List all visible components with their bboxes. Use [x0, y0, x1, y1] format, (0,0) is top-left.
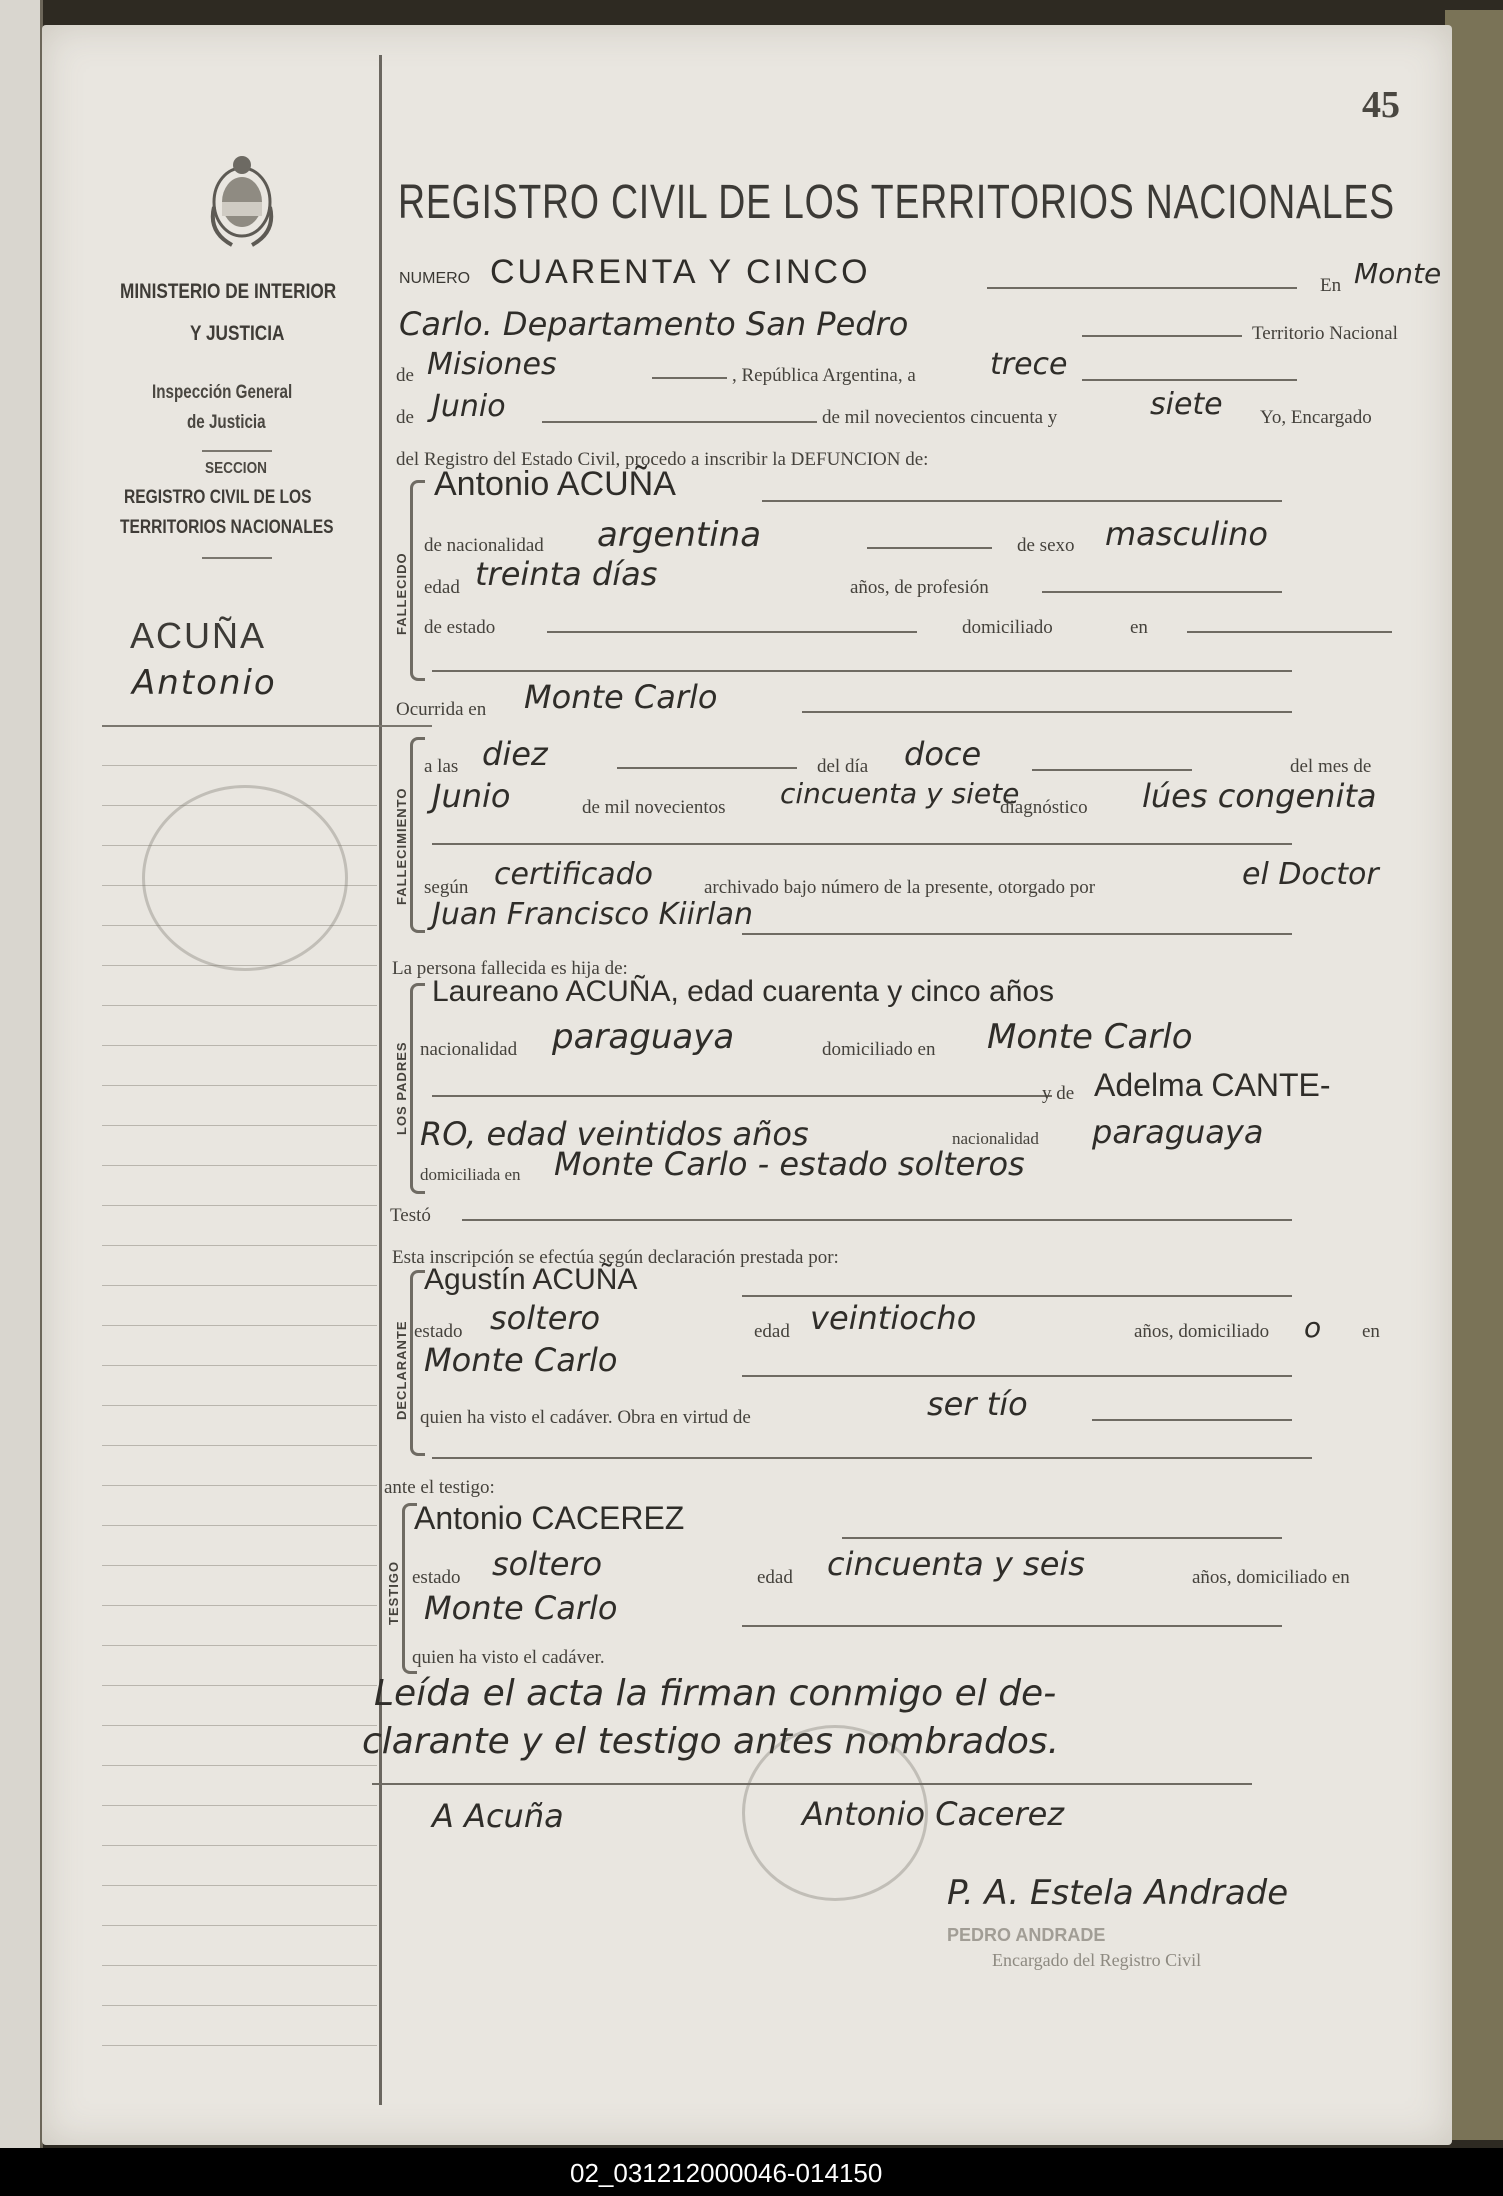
doctor-value: el Doctor: [1242, 857, 1379, 892]
fill-line: [432, 1095, 1052, 1097]
del-mes-label: del mes de: [1290, 756, 1372, 777]
margin-rule: [102, 1845, 377, 1846]
fill-line: [742, 1295, 1292, 1297]
sexo-value: masculino: [1105, 515, 1268, 553]
book-cover-edge: [1445, 10, 1503, 2140]
section-line-2: REGISTRO CIVIL DE LOS: [124, 487, 312, 508]
yo-label: Yo, Encargado: [1260, 407, 1372, 428]
padre-domicilio: Monte Carlo: [987, 1017, 1193, 1057]
section-brace: [410, 737, 425, 933]
fill-line: [652, 377, 727, 379]
margin-rule: [102, 1205, 377, 1206]
nacionalidad-label: nacionalidad: [420, 1039, 518, 1060]
divider: [202, 450, 272, 452]
testigo-estado: soltero: [492, 1545, 603, 1583]
side-label-fallecimiento: FALLECIMIENTO: [394, 787, 409, 905]
anos-domiciliado-label: años, domiciliado: [1134, 1321, 1270, 1342]
signature-declarante: A Acuña: [432, 1797, 564, 1835]
fill-line: [372, 1783, 1252, 1785]
en-label: en: [1362, 1321, 1380, 1342]
fill-line: [762, 500, 1282, 502]
mes-fall-value: Junio: [432, 777, 511, 815]
section-brace: [410, 983, 425, 1194]
margin-rule: [102, 1005, 377, 1006]
segun-label: según: [424, 877, 469, 898]
side-label-testigo: TESTIGO: [386, 1560, 401, 1625]
inscripcion-label: Esta inscripción se efectúa según declaración prestada por:: [392, 1247, 839, 1268]
madre-value-1: Adelma CANTE-: [1094, 1067, 1331, 1103]
fill-line: [987, 287, 1297, 289]
fill-line: [547, 631, 917, 633]
fill-line: [462, 1219, 1292, 1221]
declarante-dom-mark: o: [1304, 1311, 1322, 1344]
section-line-3: TERRITORIOS NACIONALES: [120, 517, 334, 538]
register-page: [42, 25, 1452, 2145]
estado-label: estado: [414, 1321, 463, 1342]
domicilio-label: domiciliado: [962, 617, 1053, 638]
margin-rule: [102, 1285, 377, 1286]
margin-rule: [102, 1805, 377, 1806]
hija-label: La persona fallecida es hija de:: [392, 958, 628, 979]
madre-nacionalidad: paraguaya: [1092, 1113, 1264, 1151]
fill-line: [742, 933, 1292, 935]
testigo-nombre: Antonio CACEREZ: [414, 1500, 685, 1536]
declarante-nombre: Agustín ACUÑA: [424, 1263, 638, 1296]
margin-rule: [102, 1325, 377, 1326]
declarante-edad: veintiocho: [810, 1299, 977, 1337]
fill-line: [432, 1457, 1312, 1459]
coat-of-arms-icon: [202, 147, 282, 257]
nacionalidad-value: argentina: [597, 515, 762, 555]
fill-line: [617, 767, 797, 769]
lugar-value-2: Carlo. Departamento San Pedro: [399, 305, 909, 343]
margin-rule: [102, 2045, 377, 2046]
fill-line: [432, 670, 1292, 672]
fill-line: [542, 421, 817, 423]
margin-rule: [102, 1565, 377, 1566]
margin-rule: [102, 1525, 377, 1526]
fill-line: [432, 843, 1292, 845]
fill-line: [842, 1537, 1282, 1539]
archivado-label: archivado bajo número de la presente, otorgado por: [704, 877, 1096, 898]
anos-label: años, de profesión: [850, 577, 989, 598]
madre-domicilio: Monte Carlo - estado solteros: [554, 1145, 1025, 1183]
domiciliada-label: domiciliada en: [420, 1165, 521, 1184]
declarante-domicilio: Monte Carlo: [424, 1341, 618, 1379]
book-spine-left: [0, 0, 43, 2150]
testo-label: Testó: [390, 1205, 431, 1226]
fill-line: [1042, 591, 1282, 593]
page-number: 45: [1362, 84, 1400, 126]
section-line-1: SECCION: [205, 460, 267, 477]
dia-value: trece: [990, 347, 1068, 382]
fill-line: [867, 547, 992, 549]
page-title: REGISTRO CIVIL DE LOS TERRITORIOS NACIONALES: [398, 176, 1395, 229]
lugar-value-1: Monte: [1354, 257, 1442, 290]
dia-fall-value: doce: [904, 735, 982, 773]
mes-value: Junio: [432, 389, 506, 424]
hora-value: diez: [482, 735, 548, 773]
margin-rule: [102, 1405, 377, 1406]
signature-encargado: P. A. Estela Andrade: [947, 1873, 1289, 1913]
y-de-label: y de: [1042, 1083, 1075, 1104]
en-label: en: [1130, 617, 1148, 638]
madre-value-2: RO, edad veintidos años: [420, 1115, 809, 1153]
domiciliado-en-label: domiciliado en: [822, 1039, 936, 1060]
en-label: En: [1320, 275, 1342, 296]
side-label-fallecido: FALLECIDO: [394, 552, 409, 635]
cierre-line-1: Leída el acta la firman conmigo el de-: [374, 1673, 1057, 1714]
visto-label-2: quien ha visto el cadáver.: [412, 1647, 605, 1668]
sexo-label: de sexo: [1017, 535, 1075, 556]
side-label-declarante: DECLARANTE: [394, 1320, 409, 1420]
anos-domiciliado-en-label: años, domiciliado en: [1192, 1567, 1350, 1588]
virtud-value: ser tío: [927, 1385, 1028, 1423]
margin-rule: [102, 1765, 377, 1766]
margin-rule: [102, 1885, 377, 1886]
nacionalidad-label: de nacionalidad: [424, 535, 544, 556]
fill-line: [1082, 379, 1297, 381]
margin-rule: [102, 1125, 377, 1126]
testigo-edad: cincuenta y seis: [827, 1545, 1085, 1583]
madre-nac-label: nacionalidad: [952, 1129, 1039, 1148]
fill-line: [802, 711, 1292, 713]
diagnostico-value: lúes congenita: [1142, 777, 1377, 815]
margin-rule: [102, 1685, 377, 1686]
republica-label: , República Argentina, a: [732, 365, 916, 386]
mil-label: de mil novecientos cincuenta y: [822, 407, 1058, 428]
ante-testigo-label: ante el testigo:: [384, 1477, 495, 1498]
section-brace: [410, 480, 425, 681]
territorio-value: Misiones: [427, 347, 557, 382]
margin-rule: [102, 1965, 377, 1966]
caption-bar: [0, 2148, 1503, 2196]
doctor-nombre: Juan Francisco Kiirlan: [432, 897, 754, 932]
margin-given-name: Antonio: [132, 663, 277, 703]
fill-line: [742, 1625, 1282, 1627]
cierre-line-2: clarante y el testigo antes nombrados.: [362, 1721, 1060, 1762]
margin-rule: [102, 1645, 377, 1646]
margin-rule: [102, 2005, 377, 2006]
margin-rule: [102, 1085, 377, 1086]
ministry-line-1: MINISTERIO DE INTERIOR: [120, 280, 337, 303]
stamp-name: PEDRO ANDRADE: [947, 1925, 1106, 1945]
margin-rule: [102, 1445, 377, 1446]
side-label-padres: LOS PADRES: [394, 1041, 409, 1135]
divider: [202, 557, 272, 559]
margin-rule: [102, 1485, 377, 1486]
margin-rule: [102, 1925, 377, 1926]
declarante-estado: soltero: [490, 1299, 601, 1337]
inspection-line-2: de Justicia: [187, 412, 266, 433]
padre-nacionalidad: paraguaya: [552, 1017, 735, 1057]
faded-stamp: [142, 785, 348, 971]
ministry-line-2: Y JUSTICIA: [190, 322, 285, 345]
margin-rule: [102, 1245, 377, 1246]
fill-line: [1032, 769, 1192, 771]
visto-label: quien ha visto el cadáver. Obra en virtud de: [420, 1407, 751, 1428]
margin-rule: [102, 1605, 377, 1606]
margin-surname: ACUÑA: [130, 615, 267, 656]
margin-rule: [102, 765, 377, 766]
padre-value: Laureano ACUÑA, edad cuarenta y cinco años: [432, 975, 1055, 1008]
edad-value: treinta días: [475, 555, 658, 593]
mil-label-2: de mil novecientos: [582, 797, 726, 818]
fill-line: [1187, 631, 1392, 633]
margin-divider: [102, 725, 432, 727]
margin-line: [379, 55, 382, 2105]
territorio-label: Territorio Nacional: [1252, 323, 1398, 344]
stamp-role: Encargado del Registro Civil: [992, 1950, 1202, 1970]
fallecido-nombre: Antonio ACUÑA: [434, 465, 676, 503]
diagnostico-label: diagnóstico: [1000, 797, 1088, 818]
numero-label: NUMERO: [399, 270, 471, 287]
fill-line: [1092, 1419, 1292, 1421]
signature-testigo: Antonio Cacerez: [802, 1795, 1065, 1833]
edad-label: edad: [754, 1321, 790, 1342]
de-label: de: [396, 407, 414, 428]
edad-label: edad: [757, 1567, 793, 1588]
edad-label: edad: [424, 577, 460, 598]
de-label: de: [396, 365, 414, 386]
ocurrida-label: Ocurrida en: [396, 699, 487, 720]
inspection-line-1: Inspección General: [152, 382, 293, 403]
testigo-domicilio: Monte Carlo: [424, 1589, 618, 1627]
a-las-label: a las: [424, 756, 459, 777]
margin-rule: [102, 1045, 377, 1046]
estado-label: de estado: [424, 617, 496, 638]
ocurrida-value: Monte Carlo: [524, 678, 718, 716]
margin-rule: [102, 1165, 377, 1166]
certificado-value: certificado: [494, 857, 654, 892]
fill-line: [742, 1375, 1292, 1377]
estado-label: estado: [412, 1567, 461, 1588]
del-dia-label: del día: [817, 756, 869, 777]
image-caption: 02_031212000046-014150: [570, 2158, 883, 2188]
anio-value: siete: [1150, 387, 1223, 422]
margin-rule: [102, 1725, 377, 1726]
anio-fall-value: cincuenta y siete: [780, 777, 1020, 810]
fill-line: [1082, 335, 1242, 337]
registro-label: del Registro del Estado Civil, procedo a inscribir la DEFUNCION de:: [396, 449, 929, 470]
numero-value: CUARENTA Y CINCO: [490, 253, 871, 291]
margin-rule: [102, 1365, 377, 1366]
